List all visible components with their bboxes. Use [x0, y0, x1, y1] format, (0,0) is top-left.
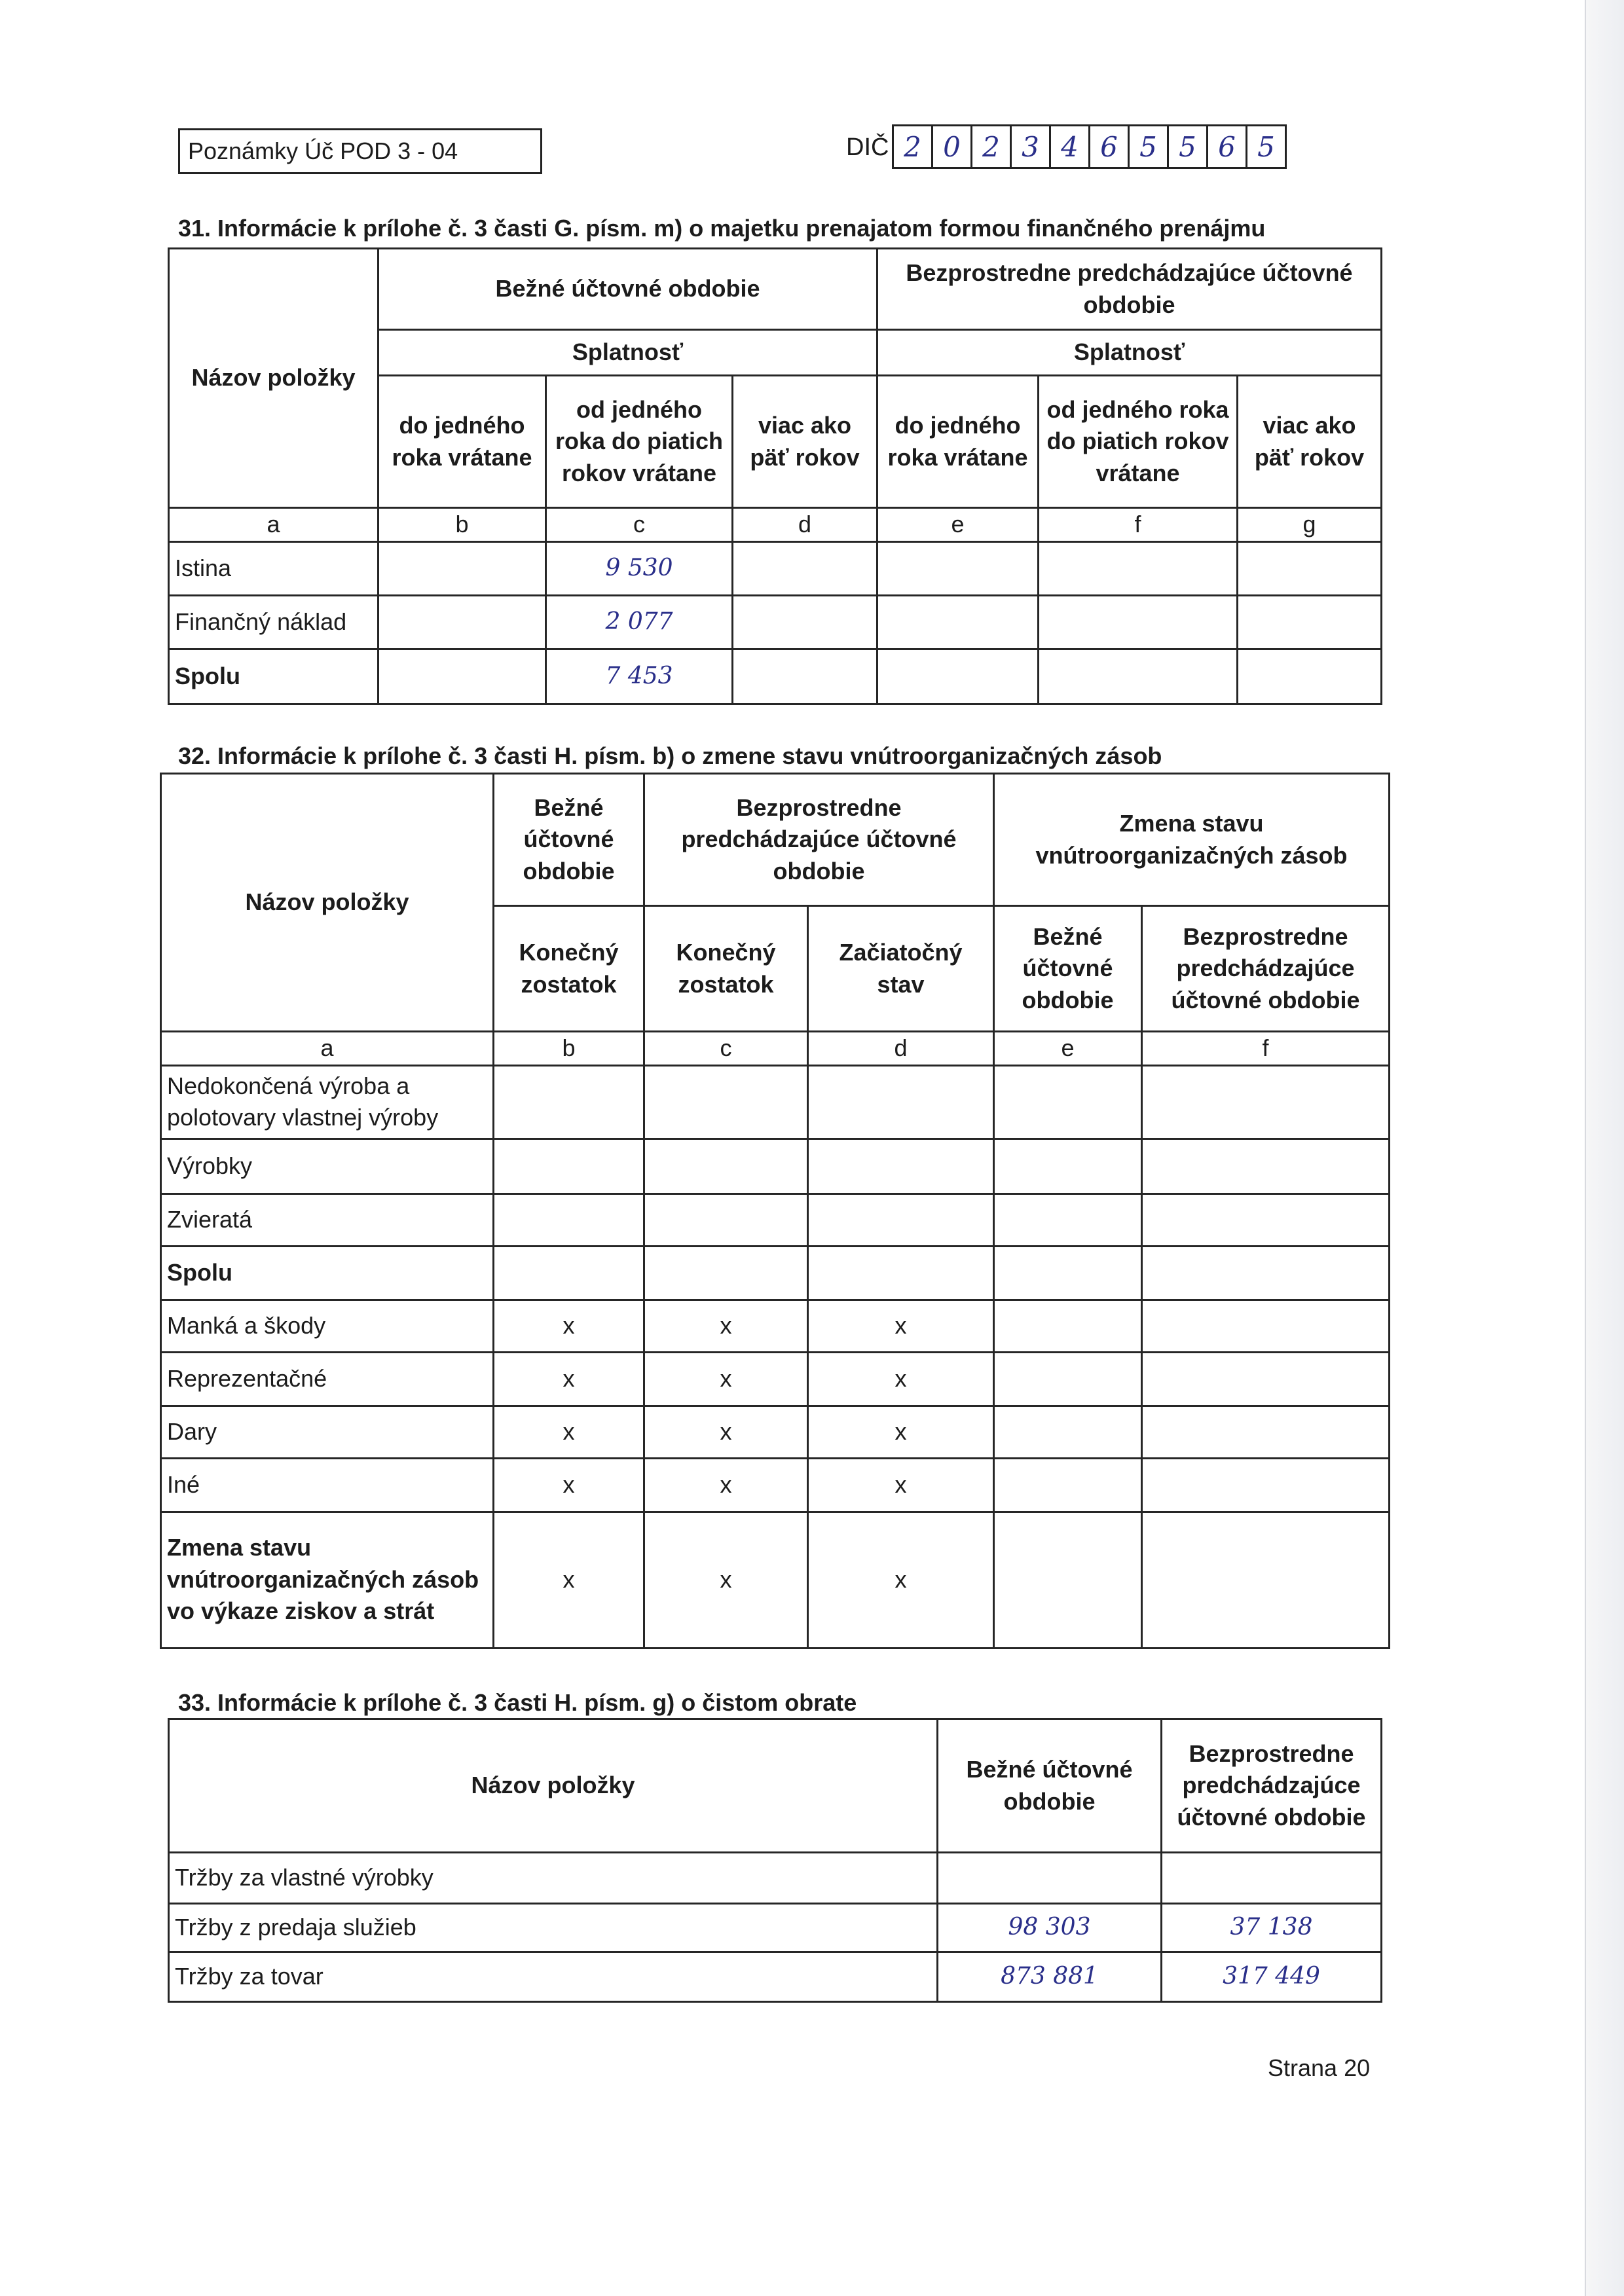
- cell-f: [1142, 1406, 1390, 1458]
- change-header: Zmena stavu vnútroorganizačných zásob: [994, 774, 1390, 906]
- cell-b: x: [494, 1458, 644, 1512]
- col-name-header: Názov položky: [169, 1719, 938, 1853]
- col-name-header: Názov položky: [169, 249, 378, 508]
- cell-e: [994, 1458, 1142, 1512]
- section-33-table: [168, 1718, 1382, 2003]
- section-32-title: 32. Informácie k prílohe č. 3 časti H. písm. b) o zmene stavu vnútroorganizačných zásob: [178, 742, 1162, 769]
- section-33-title: 33. Informácie k prílohe č. 3 časti H. písm. g) o čistom obrate: [178, 1689, 857, 1716]
- cell-c: [644, 1194, 808, 1246]
- dic-digit: 5: [1169, 126, 1208, 167]
- cell-e: [994, 1352, 1142, 1406]
- row-label: Iné: [161, 1458, 494, 1512]
- row-label: Zmena stavu vnútroorganizačných zásob vo výkaze ziskov a strát: [161, 1512, 494, 1648]
- cell: [733, 595, 877, 649]
- col-name-header: Názov položky: [161, 774, 494, 1032]
- row-label: Tržby za vlastné výrobky: [169, 1853, 938, 1904]
- cell: [877, 649, 1039, 704]
- table-row: [161, 1352, 1390, 1406]
- cell-b: x: [494, 1512, 644, 1648]
- cell-c: x: [644, 1406, 808, 1458]
- letter-c: c: [644, 1032, 808, 1066]
- row-label: Výrobky: [161, 1139, 494, 1194]
- letter-d: d: [808, 1032, 994, 1066]
- letter-g: g: [1238, 508, 1382, 542]
- cell-f: [1142, 1300, 1390, 1352]
- letter-d: d: [733, 508, 877, 542]
- table-row: [169, 1853, 1382, 1904]
- handwritten-value: 317 449: [1162, 1952, 1382, 2002]
- dic-digit: 6: [1208, 126, 1247, 167]
- row-label: Finančný náklad: [169, 595, 378, 649]
- cell-d: x: [808, 1300, 994, 1352]
- cell-c: x: [644, 1458, 808, 1512]
- header-e: Bežné účtovné obdobie: [994, 906, 1142, 1032]
- table-row: [161, 1406, 1390, 1458]
- letter-f: f: [1039, 508, 1238, 542]
- cell-b: x: [494, 1406, 644, 1458]
- handwritten-value: 37 138: [1162, 1904, 1382, 1952]
- letter-f: f: [1142, 1032, 1390, 1066]
- cell-d: x: [808, 1512, 994, 1648]
- cell-e: [994, 1194, 1142, 1246]
- table-row: [169, 1904, 1382, 1952]
- dic-label: DIČ: [846, 134, 889, 161]
- cell-d: [808, 1246, 994, 1300]
- cell: [877, 541, 1039, 595]
- cell-b: x: [494, 1300, 644, 1352]
- header-c: Konečný zostatok: [644, 906, 808, 1032]
- cell-b: x: [494, 1352, 644, 1406]
- cell-f: [1142, 1246, 1390, 1300]
- cell-e: [994, 1512, 1142, 1648]
- cell-f: [1142, 1139, 1390, 1194]
- cell-e: [994, 1406, 1142, 1458]
- table-row: [161, 1065, 1390, 1139]
- cell: [378, 541, 546, 595]
- cell: [378, 649, 546, 704]
- row-label: Zvieratá: [161, 1194, 494, 1246]
- table-row: [169, 649, 1382, 704]
- cell-d: [808, 1194, 994, 1246]
- current-period-header: Bežné účtovné obdobie: [378, 249, 877, 330]
- cell-d: [808, 1139, 994, 1194]
- handwritten-value: [938, 1853, 1162, 1904]
- letter-b: b: [378, 508, 546, 542]
- table-row: [169, 541, 1382, 595]
- table-row: [161, 1512, 1390, 1648]
- row-label: Nedokončená výroba a polotovary vlastnej výroby: [161, 1065, 494, 1139]
- cell-f: [1142, 1458, 1390, 1512]
- header-f: Bezprostredne predchádzajúce účtovné obdobie: [1142, 906, 1390, 1032]
- row-label: Spolu: [169, 649, 378, 704]
- cell: [1238, 595, 1382, 649]
- table-row: [161, 1246, 1390, 1300]
- letter-b: b: [494, 1032, 644, 1066]
- cell-c: [644, 1065, 808, 1139]
- header-f: od jedného roka do piatich rokov vrátane: [1039, 376, 1238, 508]
- header-d: Začiatočný stav: [808, 906, 994, 1032]
- cell: [1039, 541, 1238, 595]
- row-label: Manká a škody: [161, 1300, 494, 1352]
- maturity-header-previous: Splatnosť: [877, 330, 1382, 376]
- handwritten-value: 2 077: [546, 595, 733, 649]
- table-row: [161, 1458, 1390, 1512]
- header-b: do jedného roka vrátane: [378, 376, 546, 508]
- dic-digit: 3: [1012, 126, 1051, 167]
- scan-page-edge: [1585, 0, 1624, 2296]
- cell-d: [808, 1065, 994, 1139]
- cell-e: [994, 1065, 1142, 1139]
- cell: [1039, 595, 1238, 649]
- current-period-header: Bežné účtovné obdobie: [938, 1719, 1162, 1853]
- cell: [1039, 649, 1238, 704]
- table-row: [169, 595, 1382, 649]
- row-label: Spolu: [161, 1246, 494, 1300]
- row-label: Dary: [161, 1406, 494, 1458]
- cell-d: x: [808, 1406, 994, 1458]
- cell-f: [1142, 1194, 1390, 1246]
- cell: [1238, 541, 1382, 595]
- maturity-header-current: Splatnosť: [378, 330, 877, 376]
- letter-c: c: [546, 508, 733, 542]
- section-32-table: [160, 773, 1390, 1649]
- cell: [733, 541, 877, 595]
- cell-c: x: [644, 1352, 808, 1406]
- dic-digit: 6: [1090, 126, 1130, 167]
- form-label-box: [178, 128, 542, 174]
- dic-digit: 5: [1247, 126, 1287, 167]
- table-row: [161, 1194, 1390, 1246]
- cell-b: [494, 1065, 644, 1139]
- dic-digit: 0: [933, 126, 972, 167]
- section-31-title: 31. Informácie k prílohe č. 3 časti G. písm. m) o majetku prenajatom formou finančného prenájmu: [178, 215, 1266, 242]
- row-label: Tržby za tovar: [169, 1952, 938, 2002]
- previous-period-header: Bezprostredne predchádzajúce účtovné obdobie: [644, 774, 994, 906]
- row-label: Tržby z predaja služieb: [169, 1904, 938, 1952]
- letter-e: e: [994, 1032, 1142, 1066]
- handwritten-value: 7 453: [546, 649, 733, 704]
- cell-c: [644, 1139, 808, 1194]
- cell-f: [1142, 1352, 1390, 1406]
- cell-b: [494, 1194, 644, 1246]
- dic-digit: 2: [972, 126, 1012, 167]
- form-label: Poznámky Úč POD 3 - 04: [188, 137, 458, 164]
- cell-e: [994, 1139, 1142, 1194]
- handwritten-value: 9 530: [546, 541, 733, 595]
- cell-b: [494, 1246, 644, 1300]
- cell-e: [994, 1246, 1142, 1300]
- header-b: Konečný zostatok: [494, 906, 644, 1032]
- cell: [1238, 649, 1382, 704]
- cell-c: [644, 1246, 808, 1300]
- handwritten-value: [1162, 1853, 1382, 1904]
- letter-e: e: [877, 508, 1039, 542]
- dic-digit: 4: [1051, 126, 1090, 167]
- dic-digit: 5: [1130, 126, 1169, 167]
- table-row: [161, 1139, 1390, 1194]
- dic-digit: 2: [894, 126, 933, 167]
- header-e: do jedného roka vrátane: [877, 376, 1039, 508]
- header-d: viac ako päť rokov: [733, 376, 877, 508]
- cell-d: x: [808, 1352, 994, 1406]
- cell-c: x: [644, 1300, 808, 1352]
- cell-f: [1142, 1512, 1390, 1648]
- row-label: Istina: [169, 541, 378, 595]
- handwritten-value: 98 303: [938, 1904, 1162, 1952]
- cell-f: [1142, 1065, 1390, 1139]
- header-c: od jedného roka do piatich rokov vrátane: [546, 376, 733, 508]
- cell: [733, 649, 877, 704]
- cell-b: [494, 1139, 644, 1194]
- dic-digit-boxes: [892, 124, 1287, 169]
- cell: [378, 595, 546, 649]
- previous-period-header: Bezprostredne predchádzajúce účtovné obdobie: [1162, 1719, 1382, 1853]
- current-period-header: Bežné účtovné obdobie: [494, 774, 644, 906]
- row-label: Reprezentačné: [161, 1352, 494, 1406]
- letter-a: a: [169, 508, 378, 542]
- header-g: viac ako päť rokov: [1238, 376, 1382, 508]
- cell-c: x: [644, 1512, 808, 1648]
- previous-period-header: Bezprostredne predchádzajúce účtovné obdobie: [877, 249, 1382, 330]
- cell: [877, 595, 1039, 649]
- cell-d: x: [808, 1458, 994, 1512]
- section-31-table: [168, 247, 1382, 705]
- letter-a: a: [161, 1032, 494, 1066]
- cell-e: [994, 1300, 1142, 1352]
- handwritten-value: 873 881: [938, 1952, 1162, 2002]
- table-row: [169, 1952, 1382, 2002]
- page-number: Strana 20: [1268, 2054, 1371, 2081]
- table-row: [161, 1300, 1390, 1352]
